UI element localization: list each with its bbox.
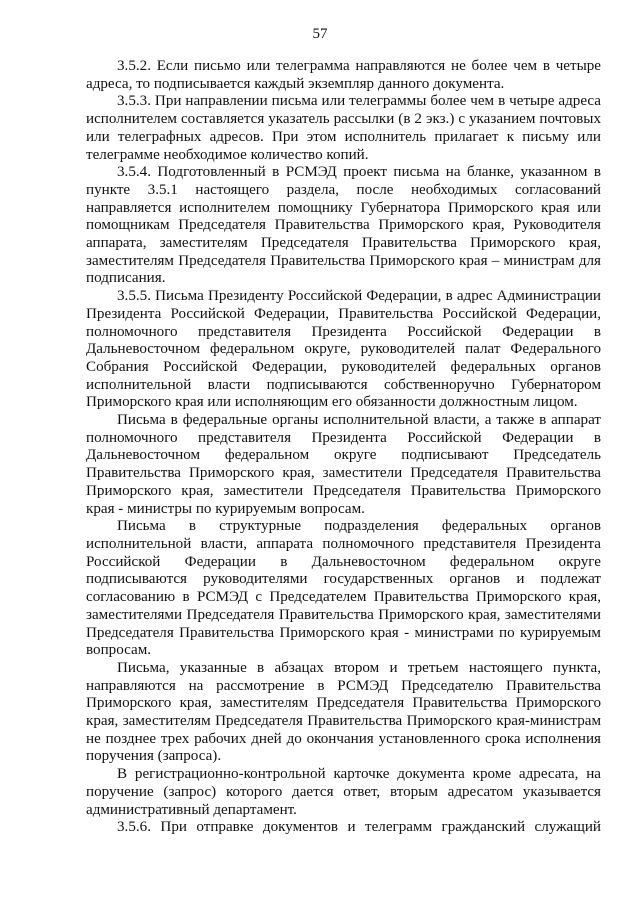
paragraph-3-5-2: 3.5.2. Если письмо или телеграмма направляются не более чем в четыре адреса, то подписывается каждый экземпляр данного документа. (86, 58, 601, 92)
paragraph-3-5-4: 3.5.4. Подготовленный в РСМЭД проект письма на бланке, указанном в пункте 3.5.1 настоящего раздела, после необходимых согласований направляется исполнителем помощнику Губернатора Приморского края или помощникам Председателя Правительства Приморского края, Руководителя аппарата, заместителям Председателя Правительства Приморского края, заместителям Председателя Правительства Приморского края – министрам для подписания. (86, 164, 601, 287)
paragraph-registration-card: В регистрационно-контрольной карточке документа кроме адресата, на поручение (запрос) которого дается ответ, вторым адресатом указывается административный департамент. (86, 766, 601, 818)
paragraph-3-5-6: 3.5.6. При отправке документов и телеграмм гражданский служащий (117, 819, 601, 836)
paragraph-3-5-5: 3.5.5. Письма Президенту Российской Федерации, в адрес Администрации Президента Российской Федерации, Правительства Российской Федерации, полномочного представителя Президента Российской Федерации в Дальневосточном федеральном округе, руководителей палат Федерального Собрания Российской Федерации, руководителей федеральных органов исполнительной власти подписываются собственноручно Губернатором Приморского края или исполняющим его обязанности должностным лицом. (86, 288, 601, 411)
page-number: 57 (312, 26, 328, 42)
paragraph-3-5-3: 3.5.3. При направлении письма или телеграммы более чем в четыре адреса исполнителем составляется указатель рассылки (в 2 экз.) с указанием почтовых или телеграфных адресов. При этом исполнитель прилагает к письму или телеграмме необходимое количество копий. (86, 93, 601, 163)
paragraph-structural-divisions: Письма в структурные подразделения федеральных органов исполнительной власти, аппарата полномочного представителя Президента Российской Федерации в Дальневосточном федеральном округе подписываются руководителями государственных органов и подлежат согласованию в РСМЭД с Председателем Правительства Приморского края, заместителями Председателя Правительства Приморского края, заместителями Председателя Правительства Приморского края - министрами по курируемым вопросам. (86, 518, 601, 659)
paragraph-review-deadline: Письма, указанные в абзацах втором и третьем настоящего пункта, направляются на рассмотрение в РСМЭД Председателю Правительства Приморского края, заместителям Председателя Правительства Приморского края, заместителям Председателя Правительства Приморского края-министрам не позднее трех рабочих дней до окончания установленного срока исполнения поручения (запроса). (86, 659, 601, 765)
document-body (86, 58, 601, 837)
paragraph-federal-bodies: Письма в федеральные органы исполнительной власти, а также в аппарат полномочного представителя Президента Российской Федерации в Дальневосточном федеральном округе подписывают Председатель Правительства Приморского края, заместители Председателя Правительства Приморского края, заместители Председателя Правительства Приморского края - министры по курируемым вопросам. (86, 412, 601, 517)
